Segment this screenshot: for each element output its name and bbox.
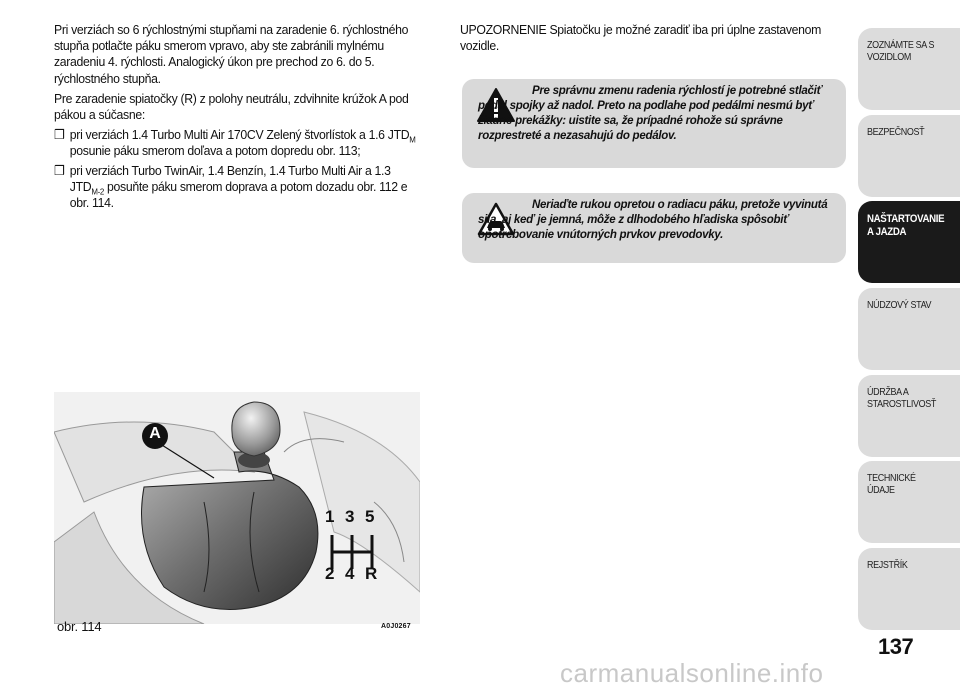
tab-vehicle-intro[interactable]: ZOZNÁMTE SA S VOZIDLOM — [858, 28, 960, 110]
gear-label-2: 2 — [325, 564, 335, 583]
figure-caption: obr. 114 — [57, 619, 102, 634]
tab-index[interactable]: REJSTŘÍK — [858, 548, 960, 630]
bullet-checkbox-icon: ❒ — [54, 127, 65, 143]
warning-text-clutch: Pre správnu zmenu radenia rýchlostí je potrebné stlačiť pedál spojky až nadol. Preto na podlahe pod pedálmi nesmú byť žiadne prekážky: uistite sa, že prípadné rohože sú správne rozprestreté a nezasahujú do pedálov. — [478, 83, 822, 142]
tab-starting-driving[interactable]: NAŠTARTOVANIE A JAZDA — [858, 201, 960, 283]
bullet-item-2: ❒ pri verziách Turbo TwinAir, 1.4 Benzín, 1.4 Turbo Multi Air a 1.3 $JTD_{M-2}$ posuňte páku smerom doprava a potom dozadu obr. 112 e obr. 114. — [54, 162, 408, 211]
right-text-column — [460, 22, 827, 54]
tab-technical-data[interactable]: TECHNICKÉ ÚDAJE — [858, 461, 960, 543]
figure-code: A0J0267 — [381, 623, 411, 630]
tab-emergency[interactable]: NÚDZOVÝ STAV — [858, 288, 960, 370]
tab-maintenance[interactable]: ÚDRŽBA A STAROSTLIVOSŤ — [858, 375, 960, 457]
warning-box-clutch — [462, 79, 846, 168]
tab-safety[interactable]: BEZPEČNOSŤ — [858, 115, 960, 197]
callout-label-a: A — [149, 425, 161, 442]
paragraph-reverse: Pre zaradenie spiatočky (R) z polohy neutrálu, zdvihnite krúžok A pod pákou a súčasne: — [54, 90, 409, 123]
gear-label-3: 3 — [345, 507, 355, 526]
gear-label-4: 4 — [345, 564, 355, 583]
gear-label-5: 5 — [365, 507, 375, 526]
page-number: 137 — [878, 634, 914, 659]
gear-label-1: 1 — [325, 507, 335, 526]
bullet-item-1: ❒ pri verziách 1.4 Turbo Multi Air 170CV Zelený štvorlístok a 1.6 $JTD_M$ posunie páku smerom doľava a potom dopredu obr. 113; — [54, 127, 416, 159]
paragraph-six-speed: Pri verziách so 6 rýchlostnými stupňami na zaradenie 6. rýchlostného stupňa potlačte páku smerom vpravo, aby ste zabránili mylnému zaradeniu 4. rýchlosti. Analogický úkon pre prechod zo 6. do 5. rýchlostného stupňa. — [54, 22, 409, 86]
warning-box-gearbox — [462, 193, 846, 263]
warning-text-gearbox: Neriaďte rukou opretou o radiacu páku, pretože vyvinutá sila, aj keď je jemná, môže z dlhodobého hľadiska spôsobiť opotrebovanie vnútorných prvkov prevodovky. — [478, 197, 828, 241]
bullet-checkbox-icon: ❒ — [54, 162, 65, 178]
gear-lever-figure — [54, 392, 420, 637]
note-reverse: UPOZORNENIE Spiatočku je možné zaradiť iba pri úplne zastavenom vozidle. — [460, 22, 822, 54]
gear-label-r: R — [365, 564, 378, 583]
left-text-column — [54, 22, 419, 214]
watermark: carmanualsonline.info — [560, 658, 824, 686]
